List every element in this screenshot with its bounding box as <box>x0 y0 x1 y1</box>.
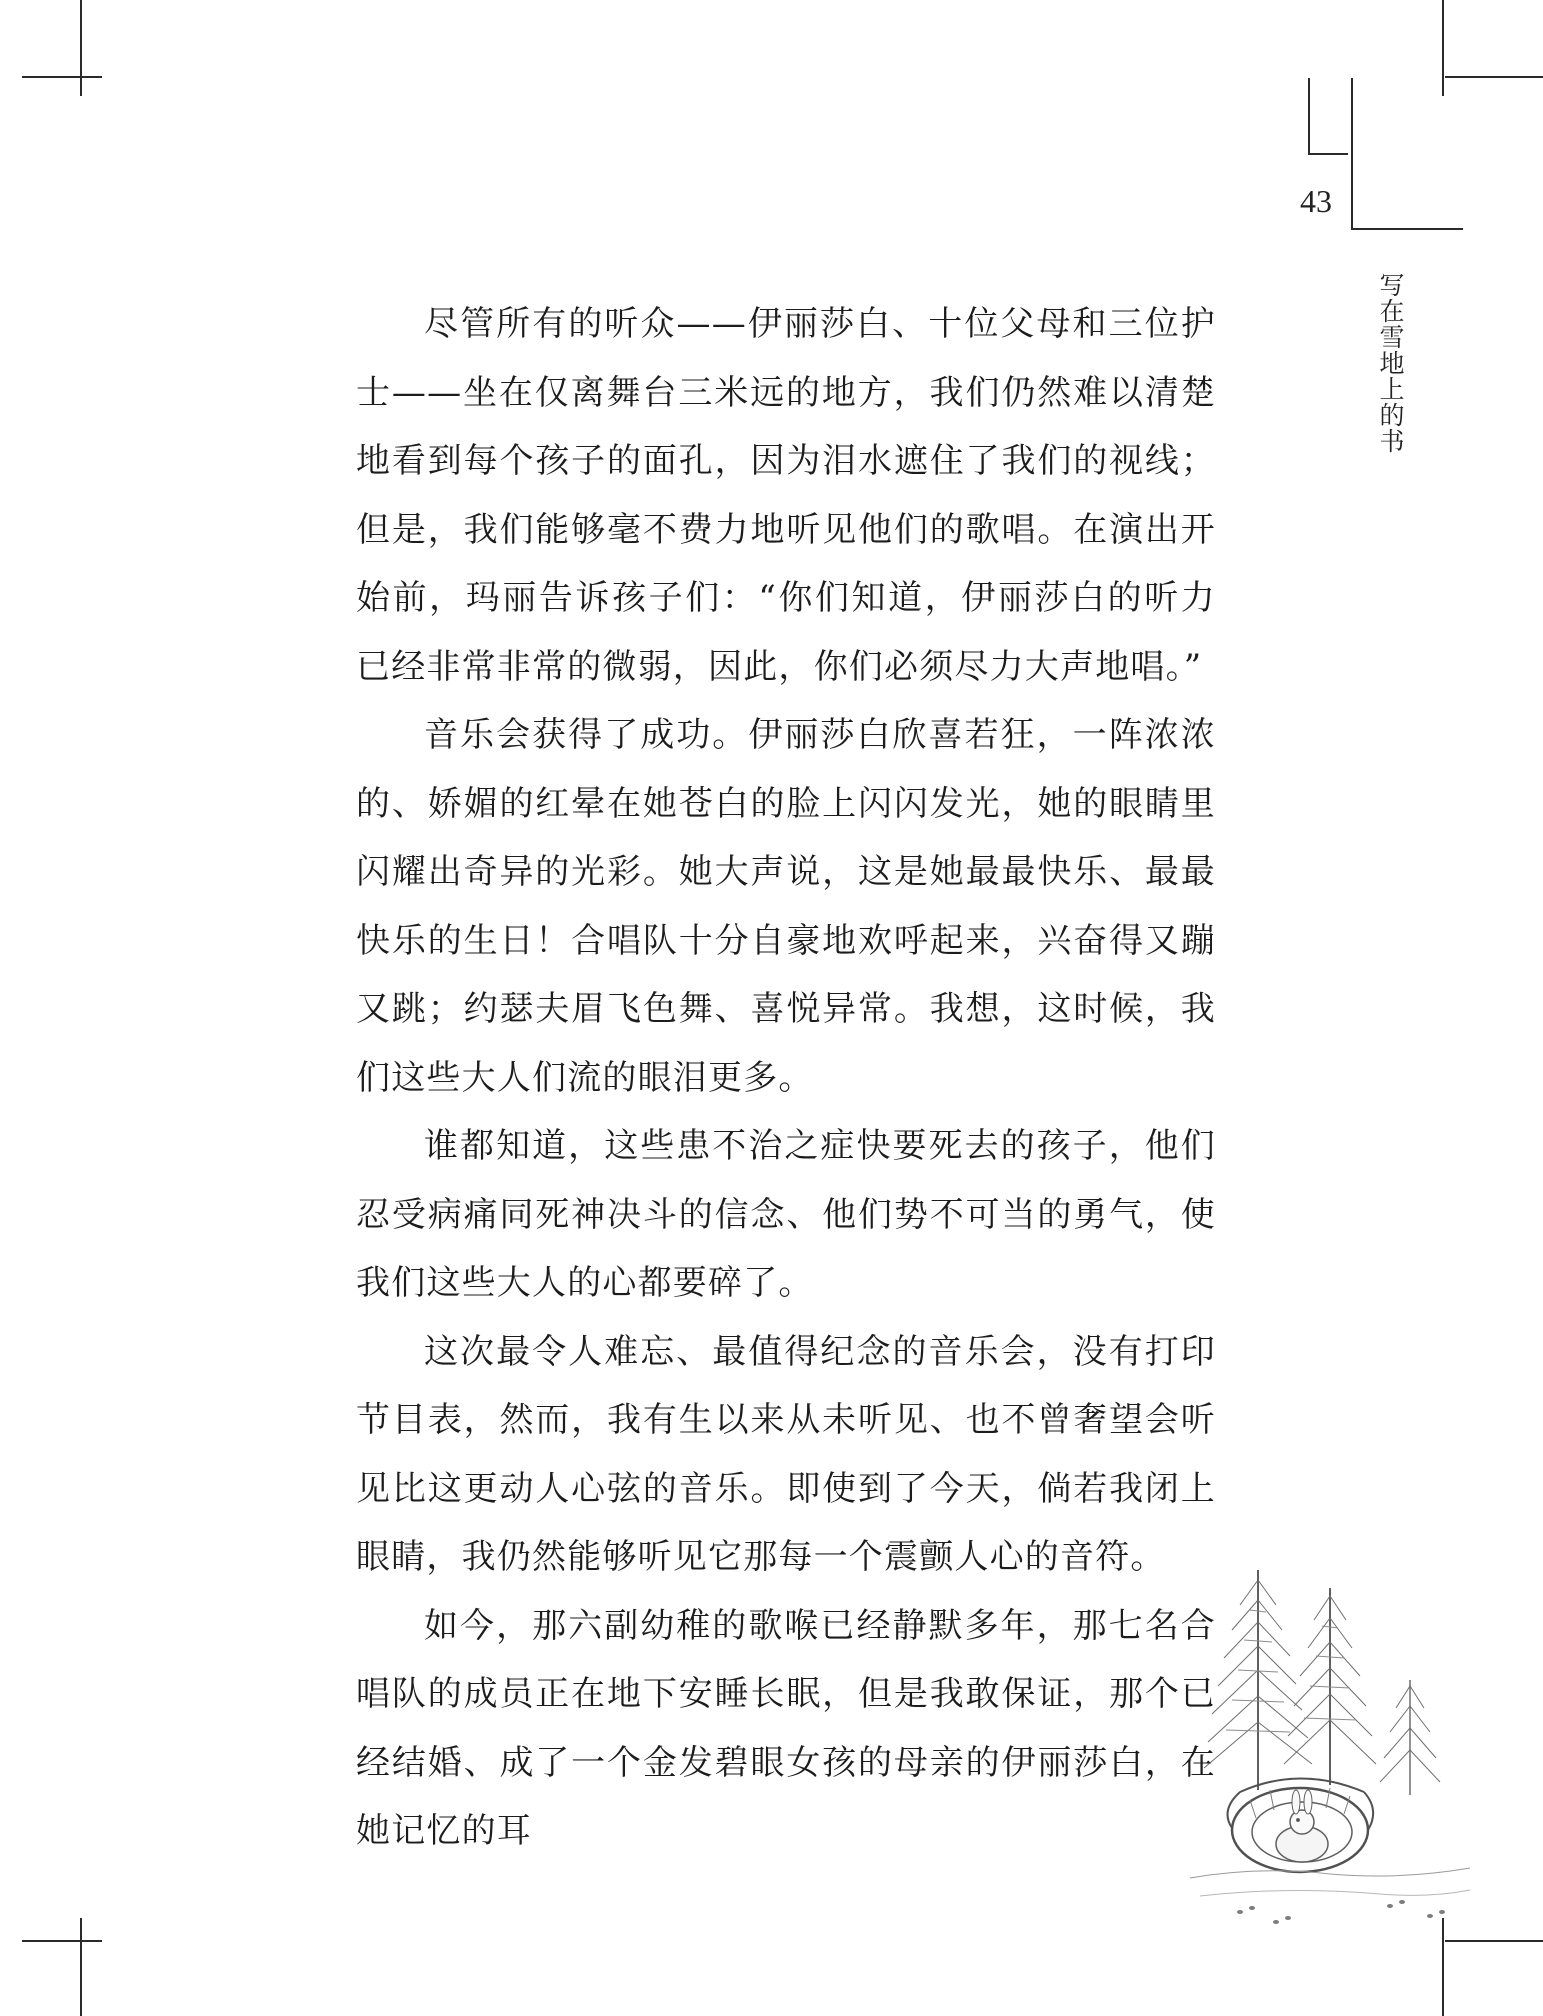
crop-mark <box>1308 153 1348 155</box>
crop-mark <box>1351 228 1463 230</box>
running-head: 写在雪地上的书 <box>1376 272 1405 454</box>
paragraph: 音乐会获得了成功。伊丽莎白欣喜若狂，一阵浓浓的、娇媚的红晕在她苍白的脸上闪闪发光，她的眼睛里闪耀出奇异的光彩。她大声说，这是她最最快乐、最最快乐的生日！合唱队十分自豪地欢呼起来，兴奋得又蹦又跳；约瑟夫眉飞色舞、喜悦异常。我想，这时候，我们这些大人们流的眼泪更多。 <box>356 715 1216 1098</box>
crop-mark <box>80 0 82 96</box>
paragraph: 这次最令人难忘、最值得纪念的音乐会，没有打印节目表，然而，我有生以来从未听见、也不曾奢望会听见比这更动人心弦的音乐。即使到了今天，倘若我闭上眼睛，我仍然能够听见它那每一个震颤人心的音符。 <box>356 1331 1216 1577</box>
paragraph: 尽管所有的听众——伊丽莎白、十位父母和三位护士——坐在仅离舞台三米远的地方，我们仍然难以清楚地看到每个孩子的面孔，因为泪水遮住了我们的视线；但是，我们能够毫不费力地听见他们的歌唱。在演出开始前，玛丽告诉孩子们：“你们知道，伊丽莎白的听力已经非常非常的微弱，因此，你们必须尽力大声地唱。” <box>356 304 1216 687</box>
crop-mark <box>1308 78 1310 155</box>
paragraph: 如今，那六副幼稚的歌喉已经静默多年，那七名合唱队的成员正在地下安睡长眠，但是我敢保证，那个已经结婚、成了一个金发碧眼女孩的母亲的伊丽莎白，在她记忆的耳 <box>356 1605 1216 1851</box>
page-number: 43 <box>1300 183 1332 219</box>
crop-mark <box>80 1918 82 2016</box>
crop-mark <box>1442 0 1444 96</box>
body-text <box>356 290 1216 1866</box>
paragraph: 谁都知道，这些患不治之症快要死去的孩子，他们忍受病痛同死神决斗的信念、他们势不可当的勇气，使我们这些大人的心都要碎了。 <box>356 1126 1216 1303</box>
crop-mark <box>22 76 102 78</box>
crop-mark <box>22 1940 102 1942</box>
crop-mark <box>1445 76 1543 78</box>
crop-mark <box>1445 1940 1543 1942</box>
rabbit-in-snow-illustration <box>1180 1560 1480 1940</box>
